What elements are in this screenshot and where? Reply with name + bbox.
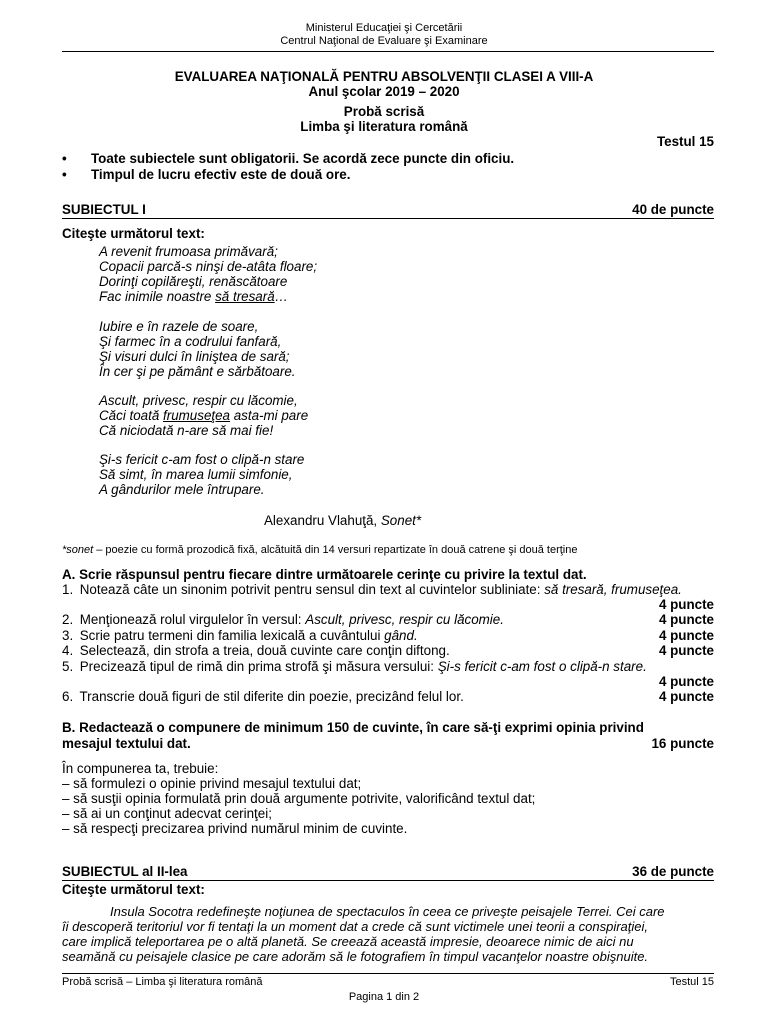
part-b-heading-cont: mesajul textului dat. 16 puncte [62, 736, 714, 751]
subject-1-heading: SUBIECTUL I 40 de puncte [62, 202, 714, 217]
question-5-points: 4 puncte [658, 674, 714, 689]
requirements-list: În compunerea ta, trebuie: – să formulezi o opinie privind mesajul textului dat; – să susţii opinia formulată prin două argumente potrivite, valorificând textul dat; – să ai un conţinut adecvat cerinţei; – să respecţi precizarea privind numărul minim de cuvinte. [62, 761, 536, 836]
page-number: Pagina 1 din 2 [348, 991, 420, 1003]
question-4: 4. Selectează, din strofa a treia, două cuvinte care conţin diftong. 4 puncte [62, 643, 714, 658]
subject-2-heading: SUBIECTUL al II-lea 36 de puncte [62, 864, 714, 879]
header-divider [62, 51, 714, 52]
footer-divider [62, 973, 714, 974]
poem-author: Alexandru Vlahuţă, Sonet* [264, 513, 422, 528]
poem-stanza-1: A revenit frumoasa primăvară; Copacii parcă-s ninşi de-atâta floare; Dorinţi copilăreşti, renăscătoare Fac inimile noastre să tresară… [99, 244, 318, 304]
question-3: 3. Scrie patru termeni din familia lexicală a cuvântului gând. 4 puncte [62, 628, 714, 643]
part-b-heading: B. Redactează o compunere de minimum 150 de cuvinte, în care să-ţi exprimi opinia privind [62, 720, 644, 735]
rule-item: • Toate subiectele sunt obligatorii. Se acordă zece puncte din oficiu. [62, 151, 515, 166]
subject-2-divider [62, 880, 714, 881]
rule-item: • Timpul de lucru efectiv este de două ore. [62, 167, 351, 182]
footer-right: Testul 15 [669, 976, 714, 988]
part-a-heading: A. Scrie răspunsul pentru fiecare dintre următoarele cerinţe cu privire la textul dat. [62, 567, 587, 582]
question-6: 6. Transcrie două figuri de stil diferite din poezie, precizând felul lor. 4 puncte [62, 689, 714, 704]
question-5: 5. Precizează tipul de rimă din prima strofă şi măsura versului: Şi-s fericit c-am fost o clipă-n stare. [62, 659, 647, 674]
poem-stanza-3: Ascult, privesc, respir cu lăcomie, Căci toată frumuseţea asta-mi pare Că niciodată n-are să mai fie! [99, 393, 309, 438]
school-year: Anul şcolar 2019 – 2020 [308, 84, 460, 99]
poem-stanza-4: Şi-s fericit c-am fost o clipă-n stare Să simt, în marea lumii simfonie, A gândurilor mele întrupare. [99, 452, 305, 497]
question-1-points: 4 puncte [658, 597, 714, 612]
subject-1-divider [62, 218, 714, 219]
question-1: 1. Notează câte un sinonim potrivit pentru sensul din text al cuvintelor subliniate: să tresară, frumuseţea. [62, 582, 682, 597]
read-instruction: Citeşte următorul text: [62, 226, 205, 241]
footer-left: Probă scrisă – Limba şi literatura română [62, 976, 263, 988]
question-2: 2. Menţionează rolul virgulelor în versul: Ascult, privesc, respir cu lăcomie. 4 puncte [62, 612, 714, 627]
subject-name: Limba şi literatura română [300, 119, 468, 134]
footnote: *sonet – poezie cu formă prozodică fixă, alcătuită din 14 versuri repartizate în două catrene şi două terţine [62, 544, 578, 556]
exam-title: EVALUAREA NAŢIONALĂ PENTRU ABSOLVENŢII CLASEI A VIII-A [174, 69, 594, 84]
subject-2-text: Insula Socotra redefineşte noţiunea de spectaculos în ceea ce priveşte peisajele Terrei. Cei care îi descoperă teritoriul vor fi tentaţi la un moment dat a crede că sunt victimele unei teorii a conspiraţiei, care implică teleportarea pe o altă planetă. Se creează această impresie, deoarece nimic de aici nu seamănă cu peisajele clasice pe care adorăm să le fotografiem în timpul vacanţelor noastre obişnuite. [62, 904, 665, 964]
exam-type: Probă scrisă [343, 104, 425, 119]
read-instruction-2: Citeşte următorul text: [62, 882, 205, 897]
ministry-header: Ministerul Educaţiei şi Cercetării [305, 22, 463, 34]
test-number: Testul 15 [656, 134, 714, 149]
center-header: Centrul Naţional de Evaluare şi Examinare [280, 35, 488, 47]
poem-stanza-2: Iubire e în razele de soare, Şi farmec în a codrului fanfară, Şi visuri dulci în liniştea de sară; În cer şi pe pământ e sărbătoare. [99, 319, 296, 379]
